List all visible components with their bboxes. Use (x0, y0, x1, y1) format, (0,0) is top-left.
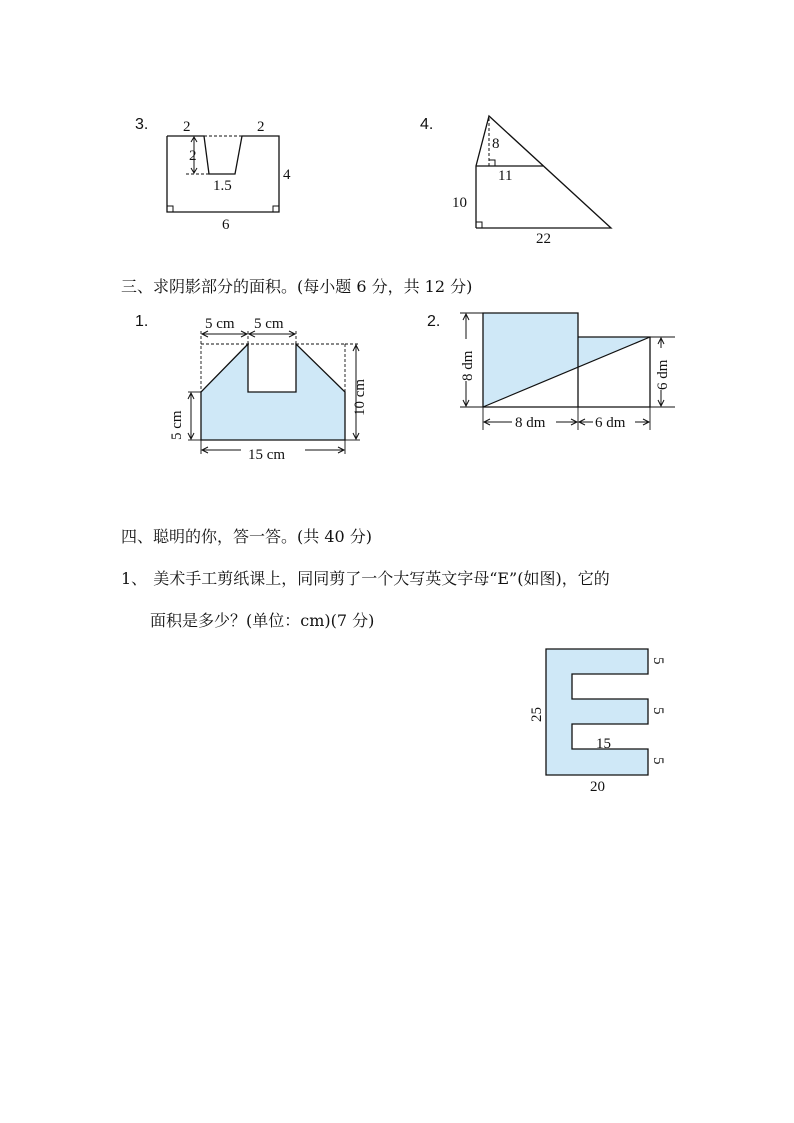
q3-label-top-left: 2 (183, 119, 191, 135)
s3q1-label-top-left: 5 cm (205, 316, 235, 332)
section4-question-1-line2: 面积是多少？(单位：cm)(7 分) (150, 611, 375, 630)
s3q1-label-top-right: 5 cm (254, 316, 284, 332)
e-label-gap-2: 5 (650, 707, 666, 715)
s3q1-label-left-height: 5 cm (169, 410, 185, 440)
question-number-4: 4. (420, 116, 434, 133)
section3-question-number-1: 1. (135, 313, 149, 330)
question-number-3: 3. (135, 116, 149, 133)
q4-label-small-height: 8 (492, 136, 500, 152)
q3-label-notch-depth: 2 (189, 148, 197, 164)
e-label-gap-3: 5 (650, 757, 666, 765)
s3q2-label-left-height: 8 dm (460, 350, 476, 381)
e-label-gap-1: 5 (650, 657, 666, 665)
q3-label-bottom-width: 6 (222, 217, 230, 233)
s3q2-label-bottom-right: 6 dm (595, 415, 626, 431)
s3q1-label-right-height: 10 cm (352, 378, 368, 416)
e-label-inner-length: 15 (596, 736, 611, 752)
section4-question-number-1: 1、 (121, 569, 148, 588)
q3-label-notch-bottom: 1.5 (213, 178, 232, 194)
s3q2-label-bottom-left: 8 dm (515, 415, 546, 431)
q3-label-right-height: 4 (283, 167, 291, 183)
s3q1-label-bottom-width: 15 cm (248, 447, 286, 463)
q3-label-top-right: 2 (257, 119, 265, 135)
q4-label-rect-height: 10 (452, 195, 467, 211)
s3q2-label-right-height: 6 dm (655, 359, 671, 390)
section4-question-1-text1: 美术手工剪纸课上，同同剪了一个大写英文字母“E”(如图)，它的 (153, 569, 610, 588)
q4-label-small-base: 11 (498, 168, 513, 184)
section-4-heading: 四、聪明的你，答一答。(共 40 分) (121, 527, 373, 546)
q4-label-bottom-width: 22 (536, 231, 551, 247)
section3-question-number-2: 2. (427, 313, 441, 330)
e-label-width: 20 (590, 779, 605, 795)
section-3-heading: 三、求阴影部分的面积。(每小题 6 分，共 12 分) (121, 277, 473, 296)
e-label-height: 25 (529, 707, 545, 722)
